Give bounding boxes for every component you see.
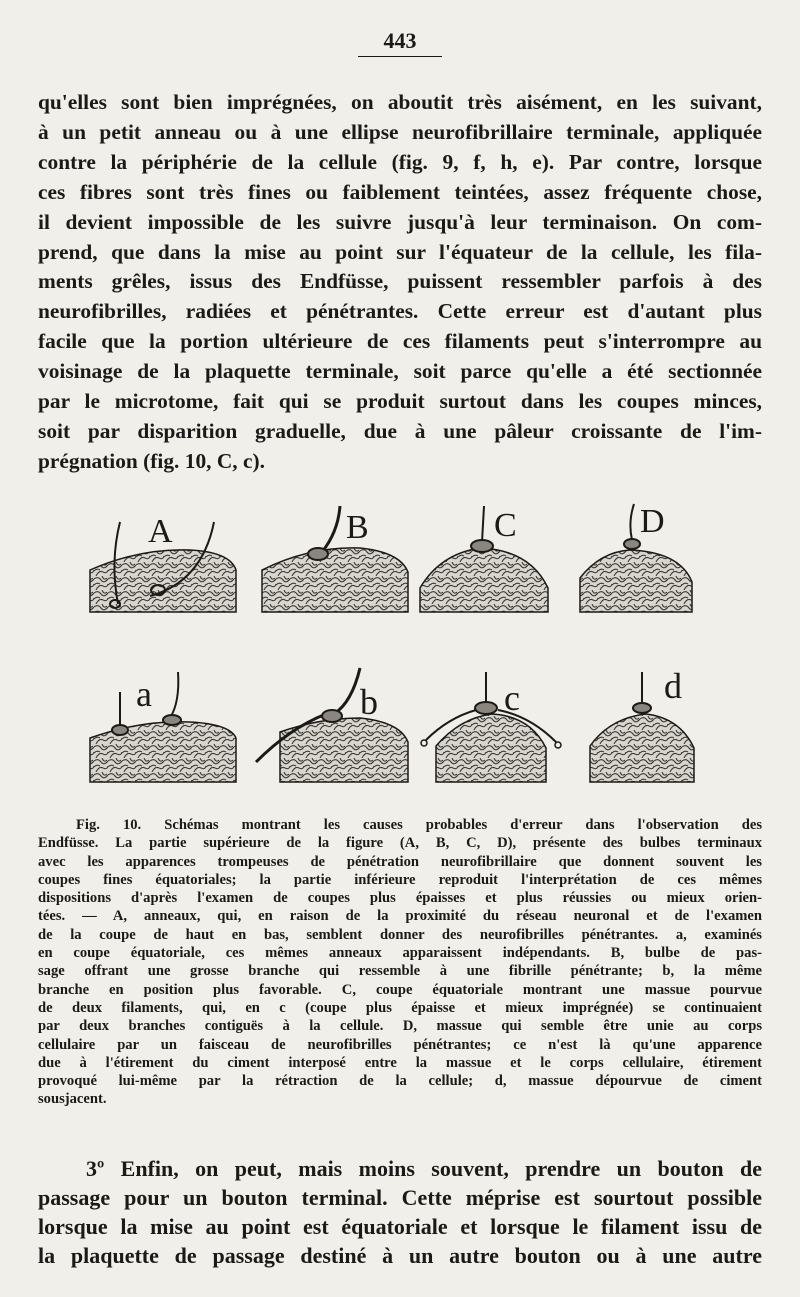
paragraph-2 — [38, 1154, 762, 1270]
paragraph-1-line: à un petit anneau ou à une ellipse neurofibrillaire terminale, appliquée — [38, 119, 762, 144]
caption-line: provoqué lui-même par la rétraction de la cellule; d, massue dépourvue de ciment — [38, 1073, 762, 1090]
caption-line: Endfüsse. La partie supérieure de la figure (A, B, C, D), présente des bulbes terminaux — [38, 835, 762, 852]
panel-c — [421, 672, 561, 782]
caption-line: sousjacent. — [38, 1091, 107, 1108]
paragraph-2-line: 3º Enfin, on peut, mais moins souvent, prendre un bouton de — [86, 1156, 762, 1181]
panel-b — [256, 668, 408, 782]
caption-line: coupes fines équatoriales; la partie inférieure reproduit l'interprétation de ces mêmes — [38, 871, 762, 888]
figure-label-B: B — [346, 509, 369, 546]
caption-line: sage offrant une grosse branche qui ressemble à une fibrille pénétrante; b, la même — [38, 963, 762, 980]
paragraph-1-line: voisinage de la plaquette terminale, soit parce qu'elle a été sectionnée — [38, 359, 762, 384]
panel-C — [420, 506, 548, 612]
caption-line: dispositions d'après l'examen de coupes plus épaisses et plus réussies ou mieux orien- — [38, 890, 762, 907]
paragraph-1-line: neurofibrilles, radiées et pénétrantes. Cette erreur est d'autant plus — [38, 299, 762, 324]
paragraph-1-line: il devient impossible de les suivre jusqu'à leur terminaison. On com- — [38, 209, 762, 234]
paragraph-1-line: qu'elles sont bien imprégnées, on aboutit très aisément, en les suivant, — [38, 90, 762, 114]
paragraph-1-line: par le microtome, fait qui se produit surtout dans les coupes minces, — [38, 389, 762, 414]
panel-d — [590, 666, 694, 782]
caption-line: de deux filaments, qui, en c (coupe plus épaisse et mieux imprégnée) se continuaient — [38, 999, 762, 1016]
caption-line: cellulaire par un faisceau de neurofibrilles pénétrantes; ce n'est là qu'une apparence — [38, 1036, 762, 1053]
panel-B — [262, 506, 408, 612]
paragraph-1-line: prend, que dans la mise au point sur l'équateur de la cellule, les fila- — [38, 239, 762, 264]
paragraph-1-line: contre la périphérie de la cellule (fig. 9, f, h, e). Par contre, lorsque — [38, 149, 762, 174]
figure-label-b: b — [360, 682, 378, 722]
panel-A — [90, 513, 236, 612]
paragraph-2-line: passage pour un bouton terminal. Cette méprise est sourtout possible — [38, 1185, 762, 1210]
figure-10-illustration — [80, 492, 720, 792]
paragraph-1-line: facile que la portion ultérieure de ces filaments peut s'interrompre au — [38, 329, 762, 354]
figure-label-d: d — [664, 666, 682, 706]
caption-line: en coupe équatoriale, ces mêmes anneaux apparaissent indépendants. B, bulbe de pas- — [38, 945, 762, 962]
paragraph-1 — [38, 88, 762, 477]
figure-label-A: A — [148, 513, 173, 550]
figure-label-c: c — [504, 678, 520, 718]
paragraph-1-line: ments grêles, issus des Endfüsse, puissent ressembler parfois à des — [38, 269, 762, 294]
caption-line: tées. — A, anneaux, qui, en raison de la proximité du réseau neuronal et de l'examen — [38, 908, 762, 925]
panel-D — [580, 503, 692, 612]
paragraph-1-line: ces fibres sont très fines ou faiblement teintées, assez fréquente chose, — [38, 179, 762, 204]
caption-line: avec les apparences trompeuses de pénétration neurofibrillaire que donnent souvent les — [38, 853, 762, 870]
page-number: 443 — [383, 28, 417, 53]
paragraph-2-line: lorsque la mise au point est équatoriale et lorsque le filament issu de — [38, 1214, 762, 1239]
caption-line: de la coupe de haut en bas, semblent donner des neurofibrilles pénétrantes. a, examinés — [38, 926, 762, 943]
figure-label-D: D — [640, 503, 665, 540]
paragraph-2-line: la plaquette de passage destiné à un autre bouton ou à une autre — [38, 1243, 762, 1268]
page-number-rule — [358, 56, 442, 57]
caption-line: Fig. 10. Schémas montrant les causes probables d'erreur dans l'observation des — [76, 817, 762, 833]
figure-caption — [38, 816, 762, 1109]
paragraph-1-line: prégnation (fig. 10, C, c). — [38, 448, 265, 473]
figure-label-C: C — [494, 507, 517, 544]
caption-line: due à l'étirement du ciment interposé entre la massue et le corps cellulaire, étirement — [38, 1054, 762, 1071]
panel-a — [90, 672, 236, 782]
caption-line: branche en position plus favorable. C, coupe équatoriale montrant une massue pourvue — [38, 981, 762, 998]
caption-line: par deux branches contiguës à la cellule. D, massue qui semble être unie au corps — [38, 1018, 762, 1035]
paragraph-1-line: soit par disparition graduelle, due à une pâleur croissante de l'im- — [38, 418, 762, 443]
figure-label-a: a — [136, 674, 152, 714]
